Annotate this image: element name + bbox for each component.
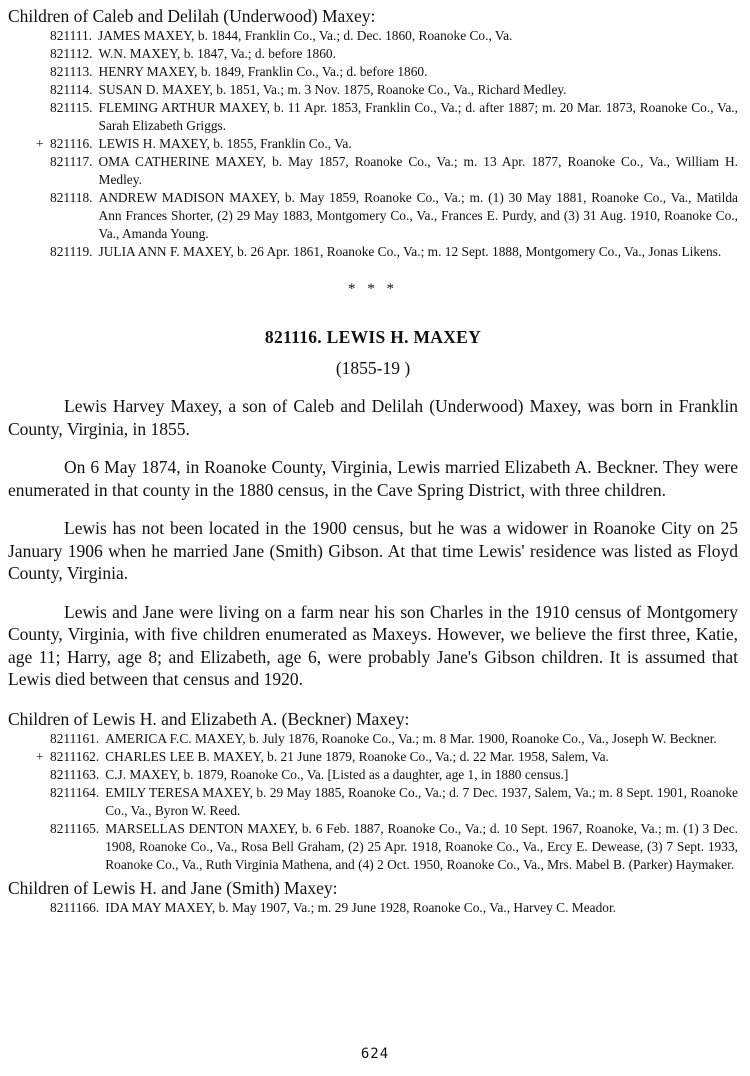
paragraph: On 6 May 1874, in Roanoke County, Virginia, Lewis married Elizabeth A. Beckner. They were enumerated in that county in the 1880 census, in the Cave Spring District, with three children. xyxy=(8,457,738,500)
children-list-lewis-jane xyxy=(36,899,738,917)
list-item xyxy=(36,135,738,153)
entry-text: SUSAN D. MAXEY, b. 1851, Va.; m. 3 Nov. 1875, Roanoke Co., Va., Richard Medley. xyxy=(98,82,567,97)
list-item xyxy=(36,45,738,63)
entry-number: 8211163. xyxy=(50,766,100,782)
section-heading-lewis-jane-children: Children of Lewis H. and Jane (Smith) Maxey: xyxy=(8,877,338,898)
entry-marker xyxy=(36,766,50,784)
entry-text: IDA MAY MAXEY, b. May 1907, Va.; m. 29 June 1928, Roanoke Co., Va., Harvey C. Meador. xyxy=(105,899,617,915)
entry-marker xyxy=(36,820,50,874)
list-item xyxy=(36,766,738,784)
page xyxy=(8,6,738,917)
entry-marker xyxy=(36,99,50,135)
entry-marker xyxy=(36,153,50,189)
list-item xyxy=(36,784,738,820)
entry-marker xyxy=(36,730,50,748)
list-item xyxy=(36,820,738,874)
children-list-caleb xyxy=(36,27,738,261)
list-item xyxy=(36,730,738,748)
section-separator: * * * xyxy=(348,281,398,297)
entry-number: 8211162. xyxy=(50,748,100,764)
list-item xyxy=(36,243,738,261)
page-number: 624 xyxy=(360,1046,390,1062)
paragraph: Lewis has not been located in the 1900 census, but he was a widower in Roanoke City on 25 January 1906 when he married Jane (Smith) Gibson. At that time Lewis' residence was listed as Floyd County, Virginia. xyxy=(8,518,738,583)
list-item xyxy=(36,189,738,243)
section-title: 821116. LEWIS H. MAXEY xyxy=(264,327,482,347)
entry-marker: + xyxy=(36,136,44,151)
entry-marker xyxy=(36,81,50,99)
entry-number: 821117. xyxy=(50,154,93,169)
entry-number: 821116. xyxy=(50,136,93,151)
list-item xyxy=(36,153,738,189)
entry-text: AMERICA F.C. MAXEY, b. July 1876, Roanoke Co., Va.; m. 8 Mar. 1900, Roanoke Co., Va., Joseph W. Beckner. xyxy=(105,730,717,746)
entry-number: 821118. xyxy=(50,190,93,205)
entry-text: JAMES MAXEY, b. 1844, Franklin Co., Va.; d. Dec. 1860, Roanoke Co., Va. xyxy=(98,28,513,43)
entry-text: EMILY TERESA MAXEY, b. 29 May 1885, Roanoke Co., Va.; d. 7 Dec. 1937, Salem, Va.; m. 8 Sept. 1901, Roanoke Co., Va., Byron W. Reed. xyxy=(105,784,738,818)
entry-text: C.J. MAXEY, b. 1879, Roanoke Co., Va. [Listed as a daughter, age 1, in 1880 census.] xyxy=(105,766,569,782)
entry-text: ANDREW MADISON MAXEY, b. May 1859, Roanoke Co., Va.; m. (1) 30 May 1881, Roanoke Co., Va., Matilda Ann Frances Shorter, (2) 29 May 1883, Montgomery Co., Va., Frances E. Purdy, and (3) 31 Aug. 1910, Roanoke Co., Va., Amanda Young. xyxy=(98,190,738,241)
section-heading-lewis-elizabeth-children: Children of Lewis H. and Elizabeth A. (Beckner) Maxey: xyxy=(8,708,410,729)
entry-text: CHARLES LEE B. MAXEY, b. 21 June 1879, Roanoke Co., Va.; d. 22 Mar. 1958, Salem, Va. xyxy=(105,748,609,764)
entry-number: 8211166. xyxy=(50,899,100,915)
entry-number: 821114. xyxy=(50,82,93,97)
entry-number: 821115. xyxy=(50,100,93,115)
list-item xyxy=(36,27,738,45)
entry-number: 821112. xyxy=(50,46,93,61)
entry-text: HENRY MAXEY, b. 1849, Franklin Co., Va.; d. before 1860. xyxy=(98,64,428,79)
entry-text: MARSELLAS DENTON MAXEY, b. 6 Feb. 1887, Roanoke Co., Va.; d. 10 Sept. 1967, Roanoke, Va.; m. (1) 3 Dec. 1908, Roanoke Co., Va., Rosa Bell Graham, (2) 25 Apr. 1918, Roanoke Co., Va., Ercy E. Dewease, (3) 7 Sept. 1933, Roanoke Co., Va., Ruth Virginia Mathena, and (4) 2 Oct. 1950, Roanoke Co., Va., Mrs. Mabel B. (Parker) Haymaker. xyxy=(105,820,738,872)
entry-text: FLEMING ARTHUR MAXEY, b. 11 Apr. 1853, Franklin Co., Va.; d. after 1887; m. 20 Mar. 1873, Roanoke Co., Va., Sarah Elizabeth Griggs. xyxy=(98,100,738,133)
list-item xyxy=(36,81,738,99)
entry-number: 8211165. xyxy=(50,820,100,836)
list-item xyxy=(36,899,738,917)
life-dates: (1855-19 ) xyxy=(335,358,411,378)
entry-marker xyxy=(36,784,50,820)
entry-marker xyxy=(36,243,50,261)
entry-text: OMA CATHERINE MAXEY, b. May 1857, Roanoke Co., Va.; m. 13 Apr. 1877, Roanoke Co., Va., William H. Medley. xyxy=(98,154,738,187)
children-list-lewis-elizabeth xyxy=(36,730,738,874)
entry-marker xyxy=(36,27,50,45)
entry-marker: + xyxy=(36,748,44,764)
list-item xyxy=(36,748,738,766)
list-item xyxy=(36,63,738,81)
list-item xyxy=(36,99,738,135)
entry-marker xyxy=(36,45,50,63)
entry-marker xyxy=(36,189,50,243)
entry-marker xyxy=(36,63,50,81)
section-heading-caleb-children: Children of Caleb and Delilah (Underwood) Maxey: xyxy=(8,6,376,26)
entry-text: W.N. MAXEY, b. 1847, Va.; d. before 1860. xyxy=(98,46,336,61)
entry-text: JULIA ANN F. MAXEY, b. 26 Apr. 1861, Roanoke Co., Va.; m. 12 Sept. 1888, Montgomery Co., Va., Jonas Likens. xyxy=(98,244,722,259)
entry-number: 821111. xyxy=(50,28,93,43)
entry-number: 821113. xyxy=(50,64,93,79)
entry-marker xyxy=(36,899,50,917)
paragraph: Lewis Harvey Maxey, a son of Caleb and Delilah (Underwood) Maxey, was born in Franklin County, Virginia, in 1855. xyxy=(8,396,738,439)
entry-number: 821119. xyxy=(50,244,93,259)
paragraph: Lewis and Jane were living on a farm near his son Charles in the 1910 census of Montgomery County, Virginia, with five children enumerated as Maxeys. However, we believe the first three, Katie, age 11; Harry, age 8; and Elizabeth, age 6, were probably Jane's Gibson children. It is assumed that Lewis died between that census and 1920. xyxy=(8,601,738,689)
entry-number: 8211161. xyxy=(50,730,100,746)
entry-number: 8211164. xyxy=(50,784,100,800)
entry-text: LEWIS H. MAXEY, b. 1855, Franklin Co., Va. xyxy=(98,136,352,151)
